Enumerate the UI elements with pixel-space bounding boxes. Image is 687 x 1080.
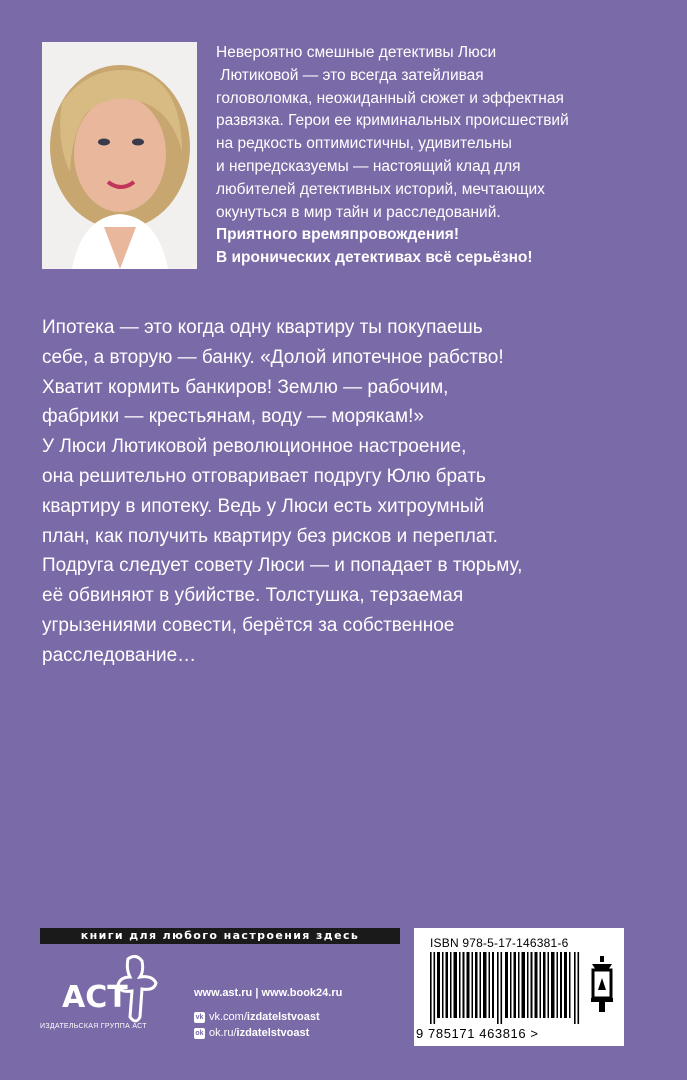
blurb-bold-line: В иронических детективах всё серьёзно! [216, 249, 533, 267]
description-line: Хватит кормить банкиров! Землю — рабочим, [42, 376, 449, 398]
author-blurb [216, 42, 656, 270]
ok-icon: ok [195, 1029, 204, 1037]
author-portrait-image [42, 42, 197, 269]
blurb-line: Лютиковой — это всегда затейливая [216, 66, 484, 84]
author-photo [42, 42, 197, 269]
vk-handle: izdatelstvoast [246, 1011, 320, 1023]
blurb-line: на редкость оптимистичны, удивительны [216, 135, 512, 153]
blurb-line: развязка. Герои ее криминальных происшествий [216, 112, 569, 130]
vk-prefix: vk.com/ [209, 1011, 247, 1023]
description-line: план, как получить квартиру без рисков и переплат. [42, 525, 498, 547]
tagline-bar: книги для любого настроения здесь [40, 928, 400, 944]
description-line: её обвиняют в убийстве. Толстушка, терзаемая [42, 585, 464, 607]
publisher-links [194, 985, 342, 1041]
blurb-bold-line: Приятного времяпровождения! [216, 226, 459, 244]
isbn-box [414, 928, 624, 1046]
isbn-text: ISBN 978-5-17-146381-6 [430, 936, 569, 950]
vk-link[interactable] [194, 1009, 342, 1025]
description-line: себе, а вторую — банку. «Долой ипотечное рабство! [42, 346, 504, 368]
publisher-logo-text: ACT [62, 980, 128, 1015]
vk-icon: vk [195, 1013, 204, 1021]
blurb-line: головоломка, неожиданный сюжет и эффектная [216, 89, 564, 107]
blurb-line: Невероятно смешные детективы Люси [216, 44, 497, 61]
description-line: угрызениями совести, берётся за собственное [42, 614, 455, 636]
book-description [42, 313, 652, 671]
description-line: расследование… [42, 644, 197, 666]
lantern-icon [588, 956, 616, 1012]
description-line: квартиру в ипотеку. Ведь у Люси есть хитроумный [42, 495, 485, 517]
description-line: У Люси Лютиковой революционное настроение, [42, 436, 467, 458]
description-line: Ипотека — это когда одну квартиру ты покупаешь [42, 317, 483, 338]
barcode-digits: 9 785171 463816 > [416, 1026, 539, 1041]
ok-handle: izdatelstvoast [236, 1027, 310, 1039]
publisher-caption: ИЗДАТЕЛЬСКАЯ ГРУППА АСТ [40, 1023, 147, 1030]
description-line: Подруга следует совету Люси — и попадает в тюрьму, [42, 555, 523, 577]
ok-link[interactable] [194, 1025, 342, 1041]
blurb-line: и непредсказуемы — настоящий клад для [216, 157, 521, 175]
blurb-line: любителей детективных историй, мечтающих [216, 180, 545, 198]
blurb-line: окунуться в мир тайн и расследований. [216, 203, 501, 221]
description-line: фабрики — крестьянам, воду — морякам!» [42, 406, 424, 428]
ok-prefix: ok.ru/ [209, 1027, 237, 1039]
barcode [426, 952, 584, 1024]
description-line: она решительно отговаривает подругу Юлю брать [42, 465, 486, 487]
sites-link[interactable]: www.ast.ru | www.book24.ru [194, 987, 343, 999]
